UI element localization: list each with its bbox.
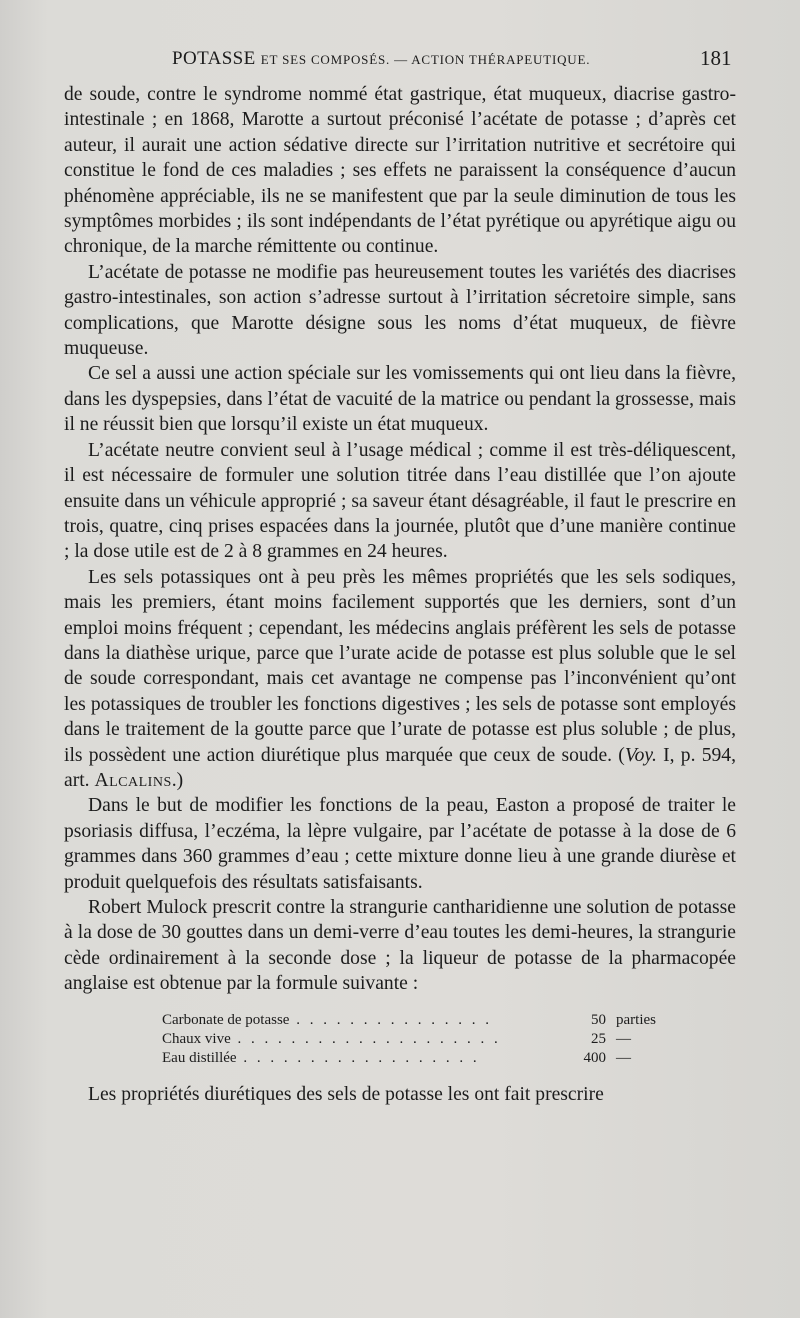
recipe-quantity: 400 [583, 1049, 606, 1066]
page-number: 181 [700, 46, 732, 70]
recipe-quantity: 50 [591, 1011, 606, 1028]
recipe-row [162, 1011, 696, 1030]
recipe-row [162, 1030, 696, 1049]
paragraph-with-reference [64, 565, 736, 794]
paragraph: Robert Mulock prescrit contre la strangurie cantharidienne une solution de potasse à la dose de 30 gouttes dans un demi-verre d’eau toutes les demi-heures, la strangurie cède ordinairement à la seconde dose ; la liqueur de potasse de la pharmacopée anglaise est obtenue par la formule suivante : [64, 897, 736, 995]
paragraph: L’acétate neutre convient seul à l’usage médical ; comme il est très-déliquescent, il est nécessaire de formuler une solution titrée dans l’eau distillée que l’on ajoute ensuite dans un véhicule approprié ; sa saveur étant désagréable, il faut le prescrire en trois, quatre, cinq prises espacées dans la journée, plutôt que d’une manière continue ; la dose utile est de 2 à 8 grammes en 24 heures. [64, 439, 736, 563]
reference-voy: Voy. [624, 744, 657, 766]
reference-close: .) [171, 769, 184, 791]
paragraph: Les propriétés diurétiques des sels de potasse les ont fait prescrire [88, 1083, 604, 1105]
paragraph: Ce sel a aussi une action spéciale sur les vomissements qui ont lieu dans la fièvre, dans les dyspepsies, dans l’état de vacuité de la matrice ou pendant la grossesse, mais il ne réussit bien que lorsqu’il existe un état muqueux. [64, 363, 736, 436]
leader-dots: . . . . . . . . . . . . . . . [289, 1011, 492, 1028]
recipe-ingredient: Eau distillée [162, 1049, 237, 1066]
running-title [172, 48, 590, 70]
leader-dots: . . . . . . . . . . . . . . . . . . . . [230, 1030, 501, 1047]
leader-dots: . . . . . . . . . . . . . . . . . . [236, 1049, 480, 1066]
recipe-ingredient: Chaux vive [162, 1030, 231, 1047]
paragraph: de soude, contre le syndrome nommé état gastrique, état muqueux, diacrise gastro-intestinale ; en 1868, Marotte a surtout préconisé l’acétate de potasse ; d’après cet auteur, il aurait une action sédative directe sur l’irritation nutritive et secrétoire qui constitue le fond de ces maladies ; ses effets ne paraissent la conséquence d’aucun phénomène appréciable, ils ne se manifestent que par la seule diminution de tous les symptômes morbides ; ils sont indépendants de l’état pyrétique ou apyrétique aigu ou chronique, de la marche rémittente ou continue. [64, 84, 736, 258]
running-title-main: POTASSE [172, 48, 256, 69]
recipe-table [162, 1011, 696, 1068]
paragraph: Dans le but de modifier les fonctions de la peau, Easton a proposé de traiter le psoriasis diffusa, l’eczéma, la lèpre vulgaire, par l’acétate de potasse à la dose de 6 grammes dans 360 grammes d’eau ; cette mixture donne lieu à une grande diurèse et produit quelquefois des résultats satisfaisants. [64, 795, 736, 893]
recipe-unit: parties [616, 1011, 656, 1028]
running-header [0, 44, 800, 74]
recipe-quantity: 25 [591, 1030, 606, 1047]
recipe-unit: — [616, 1030, 631, 1047]
recipe-ingredient: Carbonate de potasse [162, 1011, 290, 1028]
paragraph: L’acétate de potasse ne modifie pas heureusement toutes les variétés des diacrises gastro-intestinales, son action s’adresse surtout à l’irritation sécretoire simple, sans complications, que Marotte désigne sous les noms d’état muqueux, de fièvre muqueuse. [64, 261, 736, 360]
running-title-rest: ET SES COMPOSÉS. — ACTION THÉRAPEUTIQUE. [260, 52, 591, 67]
recipe-row [162, 1049, 696, 1068]
reference-article: Alcalins [94, 769, 172, 791]
body-text [64, 82, 736, 1107]
recipe-unit: — [616, 1049, 631, 1066]
paragraph-text: Les sels potassiques ont à peu près les mêmes propriétés que les sels sodiques, mais les premiers, étant moins facilement supportés que les derniers, sont d’un emploi moins fréquent ; cependant, les médecins anglais préfèrent les sels de potasse dans la diathèse urique, parce que l’urate acide de potasse est plus soluble que le sel de soude correspondant, mais cet avantage ne compense pas l’inconvénient qu’ont les potassiques de troubler les fonctions digestives ; les sels de potasse sont employés dans le traitement de la goutte parce que l’urate de potasse est plus soluble ; de plus, ils possèdent une action diurétique plus marquée que ceux de soude. ( [64, 566, 736, 766]
reference-text: I, p. 594, art. [64, 744, 737, 791]
